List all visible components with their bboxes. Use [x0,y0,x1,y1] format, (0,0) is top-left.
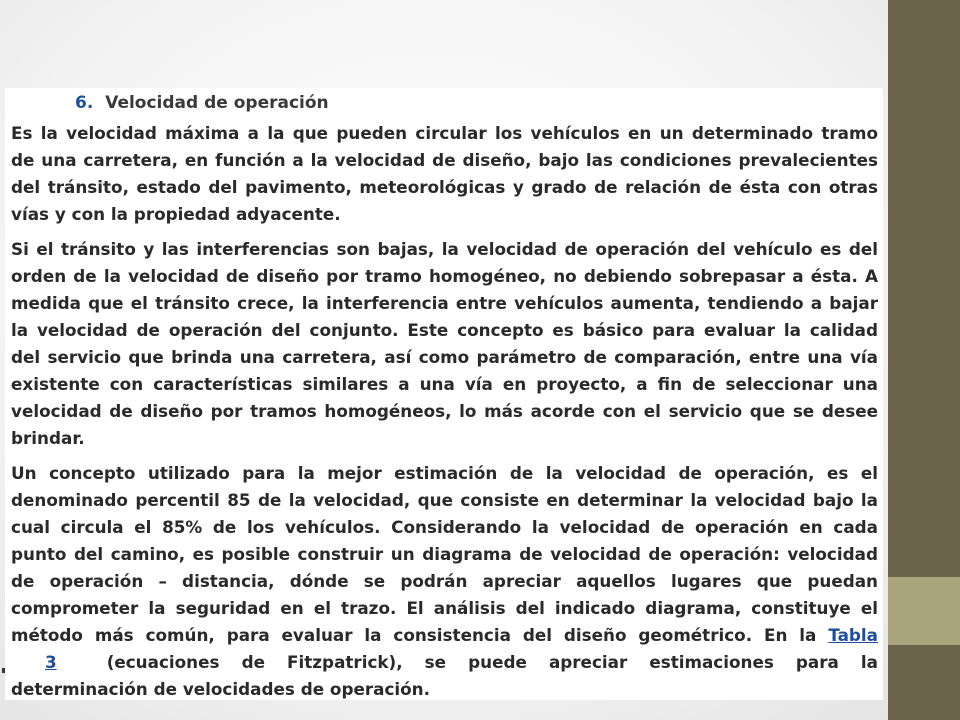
text-line: comprometer la seguridad en el trazo. El análisis del indicado diagrama, constituye el [11,598,878,618]
text-line: denominado percentil 85 de la velocidad, que consiste en determinar la velocidad bajo la [11,490,878,510]
reference-mark [2,668,5,673]
paragraph-1 [11,120,878,228]
text-line: determinación de velocidades de operación. [11,679,431,699]
section-number: 6. [75,93,94,113]
section-heading [75,92,878,114]
text-segment: método más común, para evaluar la consistencia del diseño geométrico. En la [11,625,817,645]
slide-sidebar-accent [888,577,960,645]
text-line: medida que el tránsito crece, la interferencia entre vehículos aumenta, tendiendo a bajar [11,293,878,313]
text-line: del tránsito, estado del pavimento, meteorológicas y grado de relación de ésta con otras [11,177,878,197]
text-line: de una carretera, en función a la velocidad de diseño, bajo las condiciones prevalecientes [11,150,878,170]
text-line [11,622,878,649]
text-line: orden de la velocidad de diseño por tramo homogéneo, no debiendo sobrepasar a ésta. A [11,266,878,286]
text-line: punto del camino, es posible construir un diagrama de velocidad de operación: velocidad [11,544,878,564]
text-line: Es la velocidad máxima a la que pueden circular los vehículos en un determinado tramo [11,123,878,143]
document-page [5,88,883,700]
text-line: Un concepto utilizado para la mejor estimación de la velocidad de operación, es el [11,463,878,483]
text-segment: (ecuaciones de Fitzpatrick), se puede apreciar estimaciones para la [106,652,878,672]
text-line: del servicio que brinda una carretera, así como parámetro de comparación, entre una vía [11,347,878,367]
table-number-link[interactable]: 3 [45,652,57,672]
text-line [11,649,878,676]
text-line: velocidad de diseño por tramos homogéneos, lo más acorde con el servicio que se desee [11,401,878,421]
section-title: Velocidad de operación [105,93,329,113]
text-line: de operación – distancia, dónde se podrán apreciar aquellos lugares que puedan [11,571,878,591]
text-line: la velocidad de operación del conjunto. Este concepto es básico para evaluar la calidad [11,320,878,340]
paragraph-2 [11,236,878,452]
text-line: vías y con la propiedad adyacente. [11,204,341,224]
paragraph-3 [11,460,878,703]
table-link[interactable]: Tabla [828,625,878,645]
text-line: Si el tránsito y las interferencias son bajas, la velocidad de operación del vehículo es del [11,239,878,259]
text-line: brindar. [11,428,85,448]
text-line: cual circula el 85% de los vehículos. Considerando la velocidad de operación en cada [11,517,878,537]
text-line: existente con características similares a una vía en proyecto, a fin de seleccionar una [11,374,878,394]
